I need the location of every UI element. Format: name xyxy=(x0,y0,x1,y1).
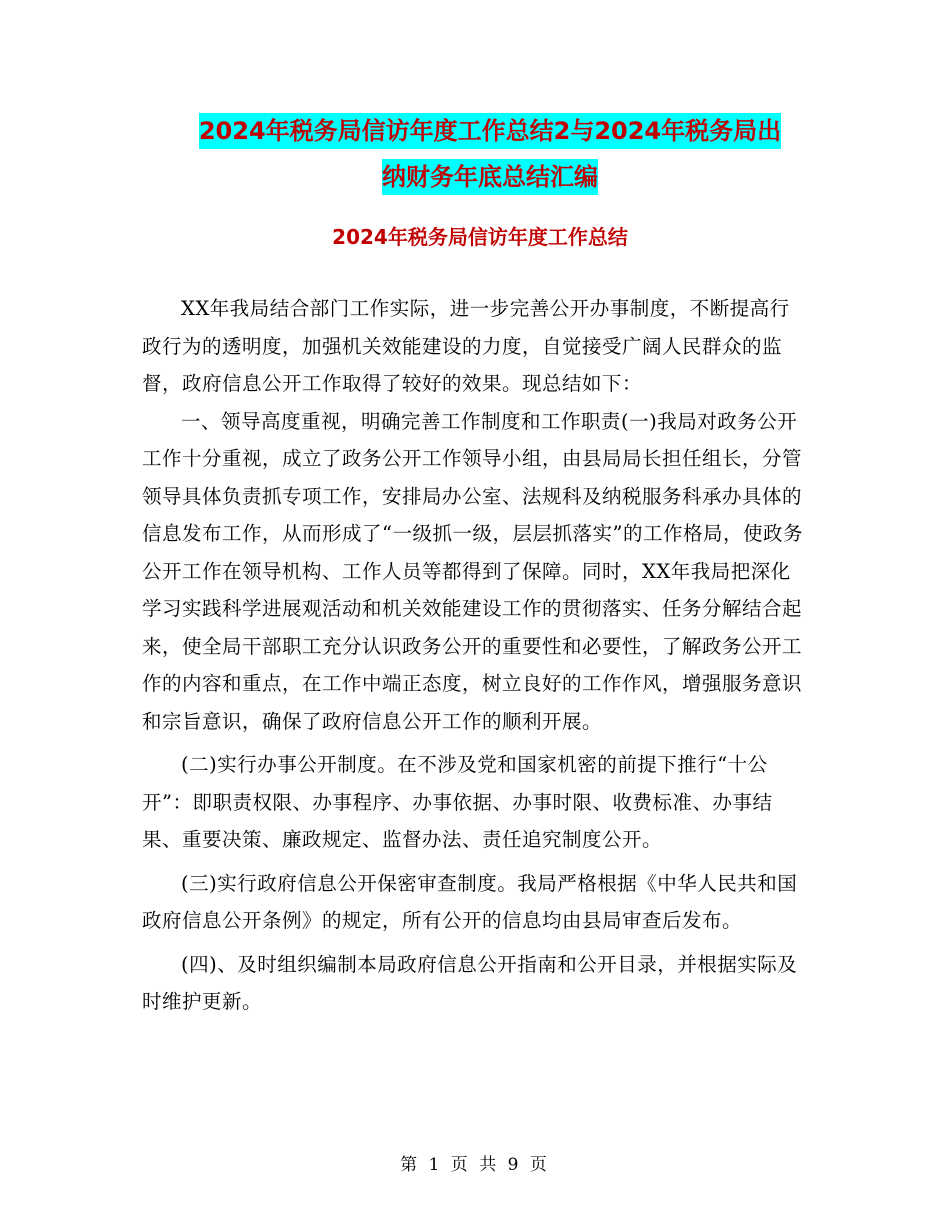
section-title: 2024年税务局信访年度工作总结 xyxy=(332,225,628,249)
body-text xyxy=(142,290,804,1021)
paragraph: (四)、及时组织编制本局政府信息公开指南和公开目录，并根据实际及时维护更新。 xyxy=(142,952,798,1013)
title-line-1: 2024年税务局信访年度工作总结2与2024年税务局出 xyxy=(199,113,781,149)
page-footer: 第 1 页 共 9 页 xyxy=(400,1155,550,1175)
paragraph: 一、领导高度重视，明确完善工作制度和工作职责(一)我局对政务公开工作十分重视，成立了政务公开工作领导小组，由县局局长担任组长，分管领导具体负责抓专项工作，安排局办公室、法规科及纳税服务科承办具体的信息发布工作，从而形成了“一级抓一级，层层抓落实”的工作格局，使政务公开工作在领导机构、工作人员等都得到了保障。同时，XX年我局把深化学习实践科学进展观活动和机关效能建设工作的贯彻落实、任务分解结合起来，使全局干部职工充分认识政务公开的重要性和必要性，了解政务公开工作的内容和重点，在工作中端正态度，树立良好的工作作风，增强服务意识和宗旨意识，确保了政府信息公开工作的顺利开展。 xyxy=(142,409,803,733)
paragraph: (三)实行政府信息公开保密审查制度。我局严格根据《中华人民共和国政府信息公开条例》的规定，所有公开的信息均由县局审查后发布。 xyxy=(142,871,798,932)
paragraph: (二)实行办事公开制度。在不涉及党和国家机密的前提下推行“十公开”：即职责权限、办事程序、办事依据、办事时限、收费标准、办事结果、重要决策、廉政规定、监督办法、责任追究制度公开。 xyxy=(142,753,773,851)
paragraph: XX年我局结合部门工作实际，进一步完善公开办事制度，不断提高行政行为的透明度，加强机关效能建设的力度，自觉接受广阔人民群众的监督，政府信息公开工作取得了较好的效果。现总结如下： xyxy=(142,297,790,395)
document-title xyxy=(150,108,830,200)
title-line-2: 纳财务年底总结汇编 xyxy=(382,159,598,195)
